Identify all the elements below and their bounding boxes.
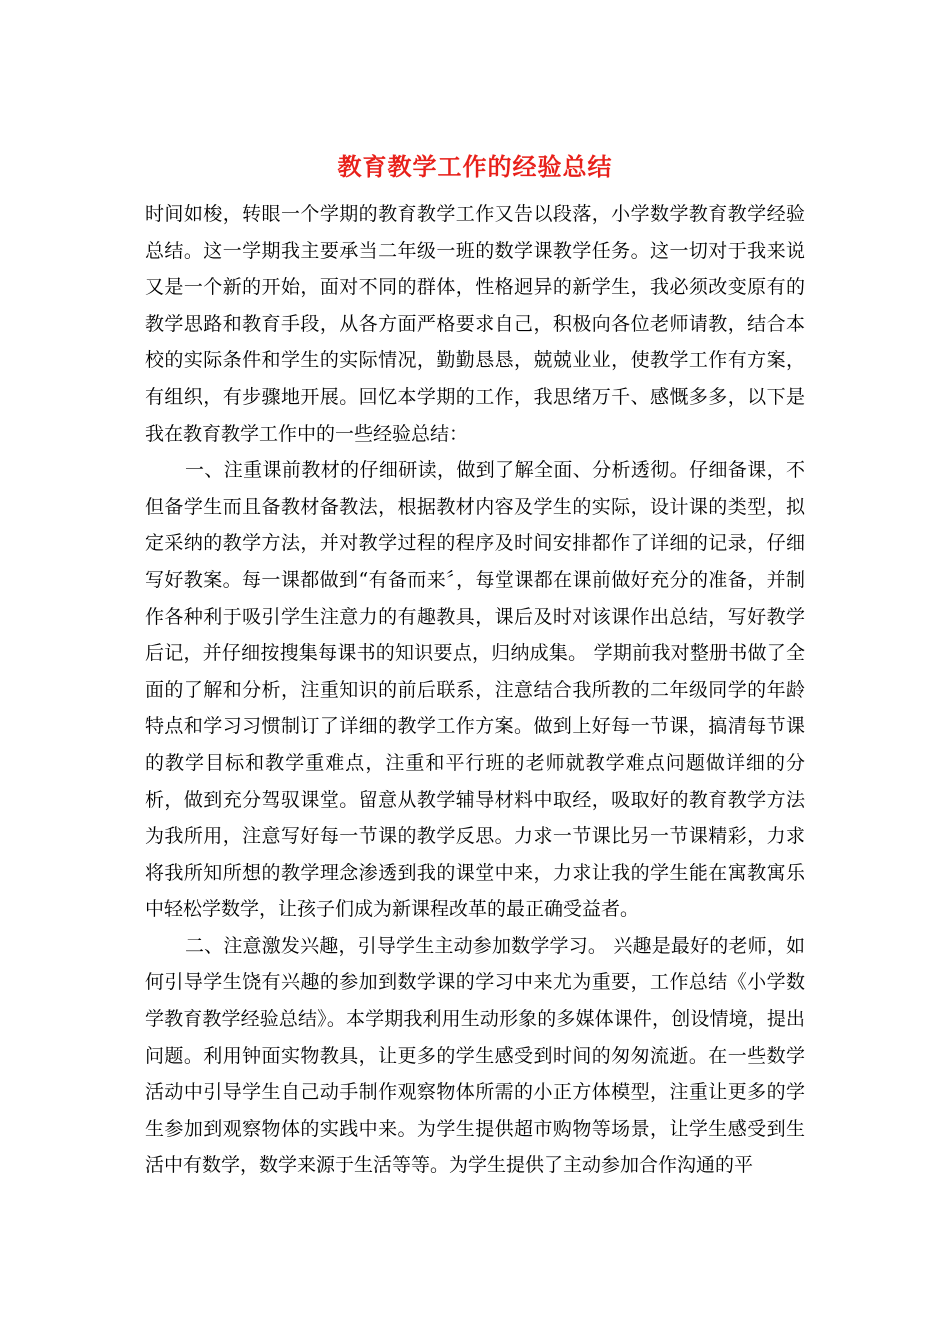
document-body — [145, 196, 805, 1184]
section-two-paragraph: 二、注意激发兴趣，引导学生主动参加数学学习。 兴趣是最好的老师，如何引导学生饶有兴趣的参加到数学课的学习中来尤为重要，工作总结《小学数学教育教学经验总结》。本学期我利用生动形象的多媒体课件，创设情境，提出问题。利用钟面实物教具，让更多的学生感受到时间的匆匆流逝。在一些数学活动中引导学生自己动手制作观察物体所需的小正方体模型，注重让更多的学生参加到观察物体的实践中来。为学生提供超市购物等场景，让学生感受到生活中有数学，数学来源于生活等等。为学生提供了主动参加合作沟通的平 — [145, 934, 805, 1177]
section-one-paragraph: 一、注重课前教材的仔细研读，做到了解全面、分析透彻。仔细备课，不但备学生而且备教材备教法，根据教材内容及学生的实际，设计课的类型，拟定采纳的教学方法，并对教学过程的程序及时间安排都作了详细的记录，仔细写好教案。每一课都做到“有备而来〞，每堂课都在课前做好充分的准备，并制作各种利于吸引学生注意力的有趣教具，课后及时对该课作出总结，写好教学后记，并仔细按搜集每课书的知识要点，归纳成集。 学期前我对整册书做了全面的了解和分析，注重知识的前后联系，注意结合我所教的二年级同学的年龄特点和学习习惯制订了详细的教学工作方案。做到上好每一节课，搞清每节课的教学目标和教学重难点，注重和平行班的老师就教学难点问题做详细的分析，做到充分驾驭课堂。留意从教学辅导材料中取经，吸取好的教育教学方法为我所用，注意写好每一节课的教学反思。力求一节课比另一节课精彩，力求将我所知所想的教学理念渗透到我的课堂中来，力求让我的学生能在寓教寓乐中轻松学数学，让孩子们成为新课程改革的最正确受益者。 — [145, 459, 805, 921]
document-title: 教育教学工作的经验总结 — [337, 152, 613, 181]
intro-paragraph: 时间如梭，转眼一个学期的教育教学工作又告以段落，小学数学教育教学经验总结。这一学期我主要承当二年级一班的数学课教学任务。这一切对于我来说又是一个新的开始，面对不同的群体，性格迥异的新学生，我必须改变原有的教学思路和教育手段，从各方面严格要求自己，积极向各位老师请教，结合本校的实际条件和学生的实际情况，勤勤恳恳，兢兢业业，使教学工作有方案，有组织，有步骤地开展。回忆本学期的工作，我思绪万千、感慨多多，以下是我在教育教学工作中的一些经验总结： — [145, 203, 805, 445]
